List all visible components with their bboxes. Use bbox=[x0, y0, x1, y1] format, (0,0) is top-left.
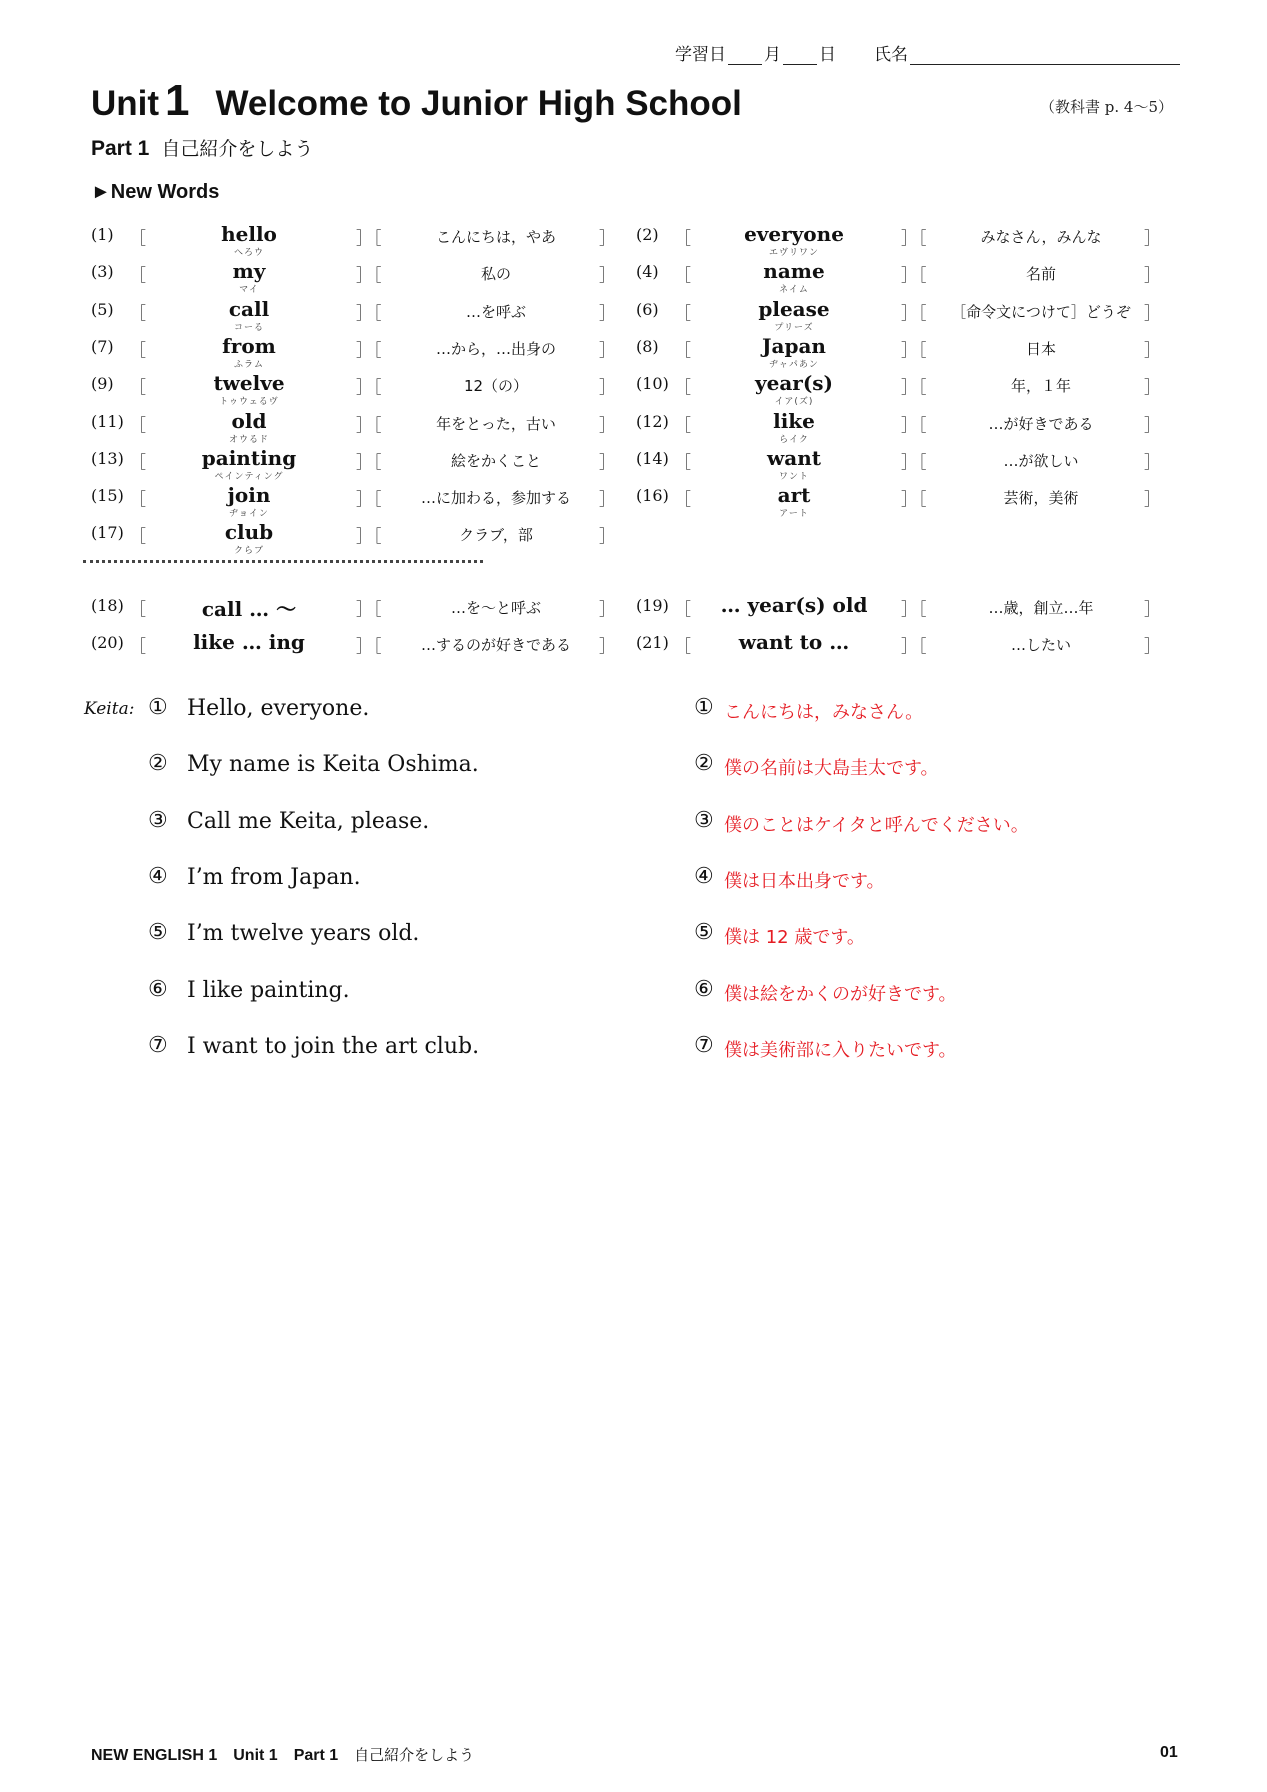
close-bracket: ］ bbox=[1144, 340, 1161, 361]
word-number: (5) bbox=[91, 299, 114, 319]
date-label: 学習日 bbox=[675, 45, 726, 65]
word-english: from bbox=[222, 333, 276, 358]
english-sentence: I’m twelve years old. bbox=[187, 921, 420, 947]
dialogue-line bbox=[0, 920, 1267, 956]
word-reading: プリーズ bbox=[774, 322, 814, 333]
word-japanese: ［命令文につけて］どうぞ bbox=[951, 302, 1131, 321]
word-reading: ペインティング bbox=[214, 471, 284, 482]
word-number: (11) bbox=[91, 411, 124, 431]
japanese-translation: 僕は日本出身です。 bbox=[724, 870, 885, 892]
english-line-number: ④ bbox=[148, 863, 168, 889]
footer-title: 自己紹介をしよう bbox=[354, 1746, 475, 1764]
japanese-line-number: ④ bbox=[694, 863, 714, 889]
word-row bbox=[636, 483, 1166, 519]
word-japanese: …に加わる，参加する bbox=[420, 489, 571, 508]
month-label: 月 bbox=[764, 45, 781, 65]
phrase-english: … year(s) old bbox=[720, 593, 868, 617]
word-japanese: こんにちは，やあ bbox=[435, 228, 556, 246]
day-blank[interactable] bbox=[783, 46, 817, 65]
mid-bracket: ］［ bbox=[356, 303, 382, 324]
word-reading: ヂョイン bbox=[229, 509, 269, 520]
open-bracket: ［ bbox=[674, 378, 691, 399]
mid-bracket: ］［ bbox=[901, 266, 927, 287]
dialogue-line bbox=[0, 977, 1267, 1013]
dialogue-line bbox=[0, 751, 1267, 787]
english-sentence: I like painting. bbox=[187, 977, 350, 1003]
word-number: (2) bbox=[636, 225, 659, 244]
word-reading: オウるド bbox=[228, 434, 269, 445]
word-english: like bbox=[773, 408, 815, 433]
name-blank[interactable] bbox=[910, 46, 1180, 65]
open-bracket: ［ bbox=[129, 637, 146, 657]
mid-bracket: ］［ bbox=[356, 637, 382, 657]
japanese-line-number: ② bbox=[694, 751, 714, 777]
open-bracket: ［ bbox=[129, 452, 146, 473]
word-row bbox=[91, 446, 621, 482]
word-reading: クらブ bbox=[233, 546, 264, 557]
word-number: (6) bbox=[636, 299, 659, 319]
japanese-translation: こんにちは，みなさん。 bbox=[724, 702, 924, 723]
word-row bbox=[636, 409, 1166, 445]
word-reading: ヂャパあン bbox=[769, 359, 819, 370]
word-english: twelve bbox=[213, 371, 285, 396]
word-japanese: …が欲しい bbox=[1003, 451, 1079, 470]
word-reading: トゥウェるヴ bbox=[219, 397, 279, 408]
dotted-divider bbox=[83, 560, 483, 563]
open-bracket: ［ bbox=[129, 340, 146, 361]
mid-bracket: ］［ bbox=[356, 527, 382, 548]
word-english: club bbox=[224, 520, 274, 545]
close-bracket: ］ bbox=[599, 490, 616, 511]
part-heading bbox=[91, 134, 313, 161]
footer-unit: Unit 1 bbox=[233, 1747, 278, 1764]
word-row bbox=[91, 371, 621, 407]
word-number: (15) bbox=[91, 486, 124, 506]
word-japanese: …を呼ぶ bbox=[465, 302, 526, 321]
mid-bracket: ］［ bbox=[901, 378, 927, 399]
word-japanese: クラブ，部 bbox=[459, 526, 533, 545]
open-bracket: ［ bbox=[674, 637, 691, 657]
day-label: 日 bbox=[819, 45, 836, 65]
word-row bbox=[91, 334, 621, 370]
speaker-label: Keita: bbox=[84, 699, 135, 719]
japanese-line-number: ⑦ bbox=[694, 1032, 714, 1058]
phrase-english: want to … bbox=[738, 630, 850, 654]
word-english: name bbox=[763, 259, 825, 284]
mid-bracket: ］［ bbox=[901, 452, 927, 473]
name-label: 氏名 bbox=[874, 45, 908, 65]
open-bracket: ［ bbox=[674, 600, 691, 620]
word-number: (1) bbox=[91, 225, 114, 244]
phrase-number: (20) bbox=[91, 633, 124, 652]
word-reading: ふラム bbox=[234, 359, 264, 370]
japanese-translation: 僕は 12 歳です。 bbox=[724, 927, 865, 949]
word-japanese: …から，…出身の bbox=[435, 339, 556, 358]
word-row bbox=[636, 259, 1166, 295]
textbook-reference: （教科書 p. 4〜5） bbox=[1040, 98, 1173, 116]
word-number: (4) bbox=[636, 262, 659, 282]
dialogue-line bbox=[0, 695, 1267, 731]
word-number: (13) bbox=[91, 448, 124, 468]
unit-number: 1 bbox=[165, 76, 190, 125]
word-number: (10) bbox=[636, 374, 669, 394]
open-bracket: ［ bbox=[129, 303, 146, 324]
close-bracket: ］ bbox=[599, 266, 616, 287]
mid-bracket: ］［ bbox=[901, 303, 927, 324]
close-bracket: ］ bbox=[599, 527, 616, 548]
phrase-japanese: …を～と呼ぶ bbox=[450, 599, 541, 617]
word-japanese: 芸術，美術 bbox=[1003, 489, 1079, 508]
word-row bbox=[636, 222, 1166, 258]
japanese-translation: 僕は美術部に入りたいです。 bbox=[724, 1039, 957, 1061]
dialogue-line bbox=[0, 1033, 1267, 1069]
unit-title bbox=[91, 76, 742, 126]
word-number: (14) bbox=[636, 448, 669, 468]
word-row bbox=[636, 297, 1166, 333]
word-number: (17) bbox=[91, 523, 124, 543]
english-sentence: Hello, everyone. bbox=[187, 696, 370, 721]
close-bracket: ］ bbox=[1144, 303, 1161, 324]
phrase-row bbox=[636, 630, 1166, 666]
open-bracket: ［ bbox=[129, 266, 146, 287]
close-bracket: ］ bbox=[1144, 600, 1161, 620]
close-bracket: ］ bbox=[599, 415, 616, 436]
mid-bracket: ］［ bbox=[356, 490, 382, 511]
close-bracket: ］ bbox=[599, 340, 616, 361]
close-bracket: ］ bbox=[1144, 452, 1161, 473]
phrase-row bbox=[91, 593, 621, 629]
phrase-number: (18) bbox=[91, 596, 124, 615]
english-line-number: ⑤ bbox=[148, 920, 168, 946]
english-sentence: I want to join the art club. bbox=[187, 1033, 480, 1059]
english-line-number: ⑦ bbox=[148, 1032, 168, 1058]
dialogue-line bbox=[0, 808, 1267, 844]
word-number: (8) bbox=[636, 336, 659, 356]
mid-bracket: ］［ bbox=[901, 490, 927, 511]
english-line-number: ③ bbox=[148, 807, 168, 833]
word-reading: コーる bbox=[233, 322, 264, 333]
word-number: (16) bbox=[636, 486, 669, 506]
word-row bbox=[91, 409, 621, 445]
word-reading: へろウ bbox=[233, 248, 264, 258]
close-bracket: ］ bbox=[1144, 637, 1161, 657]
mid-bracket: ］［ bbox=[356, 340, 382, 361]
close-bracket: ］ bbox=[1144, 490, 1161, 511]
word-reading: イア(ズ) bbox=[774, 397, 814, 408]
mid-bracket: ］［ bbox=[356, 266, 382, 287]
japanese-translation: 僕の名前は大島圭太です。 bbox=[724, 758, 939, 780]
word-english: Japan bbox=[762, 333, 826, 358]
word-number: (9) bbox=[91, 374, 114, 394]
mid-bracket: ］［ bbox=[356, 600, 382, 620]
word-english: old bbox=[231, 408, 267, 433]
word-reading: ワント bbox=[778, 471, 809, 482]
word-english: painting bbox=[201, 445, 297, 470]
phrase-japanese: …したい bbox=[1010, 636, 1071, 654]
japanese-line-number: ① bbox=[694, 695, 714, 720]
open-bracket: ［ bbox=[674, 340, 691, 361]
mid-bracket: ］［ bbox=[901, 600, 927, 620]
word-english: join bbox=[227, 483, 271, 508]
phrase-english: like … ing bbox=[193, 630, 305, 654]
word-japanese: 名前 bbox=[1025, 265, 1056, 284]
close-bracket: ］ bbox=[1144, 266, 1161, 287]
open-bracket: ［ bbox=[674, 266, 691, 287]
english-line-number: ② bbox=[148, 751, 168, 777]
open-bracket: ［ bbox=[129, 600, 146, 620]
word-reading: エヴリワン bbox=[768, 248, 819, 258]
unit-prefix: Unit bbox=[91, 84, 160, 123]
mid-bracket: ］［ bbox=[901, 637, 927, 657]
english-sentence: Call me Keita, please. bbox=[187, 808, 430, 834]
mid-bracket: ］［ bbox=[901, 340, 927, 361]
word-english: year(s) bbox=[754, 371, 834, 396]
word-number: (3) bbox=[91, 262, 114, 282]
word-number: (7) bbox=[91, 336, 114, 356]
japanese-translation: 僕は絵をかくのが好きです。 bbox=[724, 983, 957, 1005]
word-japanese: 年，１年 bbox=[1010, 377, 1071, 396]
word-row bbox=[636, 371, 1166, 407]
open-bracket: ［ bbox=[129, 229, 146, 249]
japanese-line-number: ⑤ bbox=[694, 920, 714, 946]
part-label: Part 1 bbox=[91, 137, 150, 160]
close-bracket: ］ bbox=[1144, 415, 1161, 436]
word-row bbox=[91, 297, 621, 333]
date-name-line bbox=[675, 40, 1182, 65]
close-bracket: ］ bbox=[599, 229, 616, 249]
word-row bbox=[91, 222, 621, 258]
close-bracket: ］ bbox=[599, 452, 616, 473]
japanese-line-number: ③ bbox=[694, 807, 714, 833]
mid-bracket: ］［ bbox=[901, 229, 927, 249]
mid-bracket: ］［ bbox=[356, 415, 382, 436]
close-bracket: ］ bbox=[599, 637, 616, 657]
open-bracket: ［ bbox=[674, 415, 691, 436]
word-row bbox=[91, 483, 621, 519]
open-bracket: ［ bbox=[129, 490, 146, 511]
word-japanese: 絵をかくこと bbox=[450, 451, 541, 470]
japanese-translation: 僕のことはケイタと呼んでください。 bbox=[724, 814, 1029, 836]
close-bracket: ］ bbox=[1144, 378, 1161, 399]
dialogue-line bbox=[0, 864, 1267, 900]
japanese-line-number: ⑥ bbox=[694, 976, 714, 1002]
close-bracket: ］ bbox=[599, 303, 616, 324]
word-english: hello bbox=[221, 222, 277, 246]
open-bracket: ［ bbox=[129, 415, 146, 436]
word-english: want bbox=[767, 445, 821, 470]
word-japanese: 年をとった，古い bbox=[436, 414, 556, 433]
word-japanese: 私の bbox=[480, 265, 511, 284]
phrase-english: call … ～ bbox=[201, 597, 297, 621]
word-reading: マイ bbox=[239, 285, 259, 296]
footer-book: NEW ENGLISH 1 bbox=[91, 1747, 218, 1764]
phrase-japanese: …するのが好きである bbox=[420, 636, 571, 654]
open-bracket: ［ bbox=[674, 229, 691, 249]
open-bracket: ［ bbox=[674, 303, 691, 324]
word-reading: ネイム bbox=[779, 285, 809, 296]
word-row bbox=[636, 446, 1166, 482]
word-english: art bbox=[777, 483, 811, 508]
open-bracket: ［ bbox=[674, 452, 691, 473]
word-japanese: 日本 bbox=[1025, 339, 1056, 358]
english-sentence: I’m from Japan. bbox=[187, 864, 361, 890]
word-row bbox=[91, 259, 621, 295]
word-reading: アート bbox=[779, 509, 809, 520]
word-english: everyone bbox=[744, 222, 844, 246]
mid-bracket: ］［ bbox=[356, 229, 382, 249]
part-title: 自己紹介をしよう bbox=[161, 138, 314, 160]
phrase-number: (21) bbox=[636, 633, 669, 652]
open-bracket: ［ bbox=[129, 527, 146, 548]
new-words-heading: ►New Words bbox=[91, 181, 220, 203]
word-english: my bbox=[232, 259, 266, 284]
close-bracket: ］ bbox=[599, 378, 616, 399]
page-number: 01 bbox=[1160, 1744, 1178, 1761]
word-japanese: 12（の） bbox=[463, 377, 529, 396]
word-english: please bbox=[758, 296, 830, 321]
phrase-row bbox=[636, 593, 1166, 629]
close-bracket: ］ bbox=[1144, 229, 1161, 249]
mid-bracket: ］［ bbox=[356, 378, 382, 399]
word-japanese: …が好きである bbox=[988, 414, 1094, 433]
footer bbox=[91, 1744, 474, 1765]
month-blank[interactable] bbox=[728, 46, 762, 65]
word-english: call bbox=[228, 296, 270, 321]
mid-bracket: ］［ bbox=[901, 415, 927, 436]
english-line-number: ⑥ bbox=[148, 976, 168, 1002]
footer-part: Part 1 bbox=[293, 1747, 339, 1764]
open-bracket: ［ bbox=[129, 378, 146, 399]
open-bracket: ［ bbox=[674, 490, 691, 511]
english-line-number: ① bbox=[148, 695, 168, 720]
word-row bbox=[91, 520, 621, 556]
word-reading: らイク bbox=[779, 434, 809, 445]
phrase-row bbox=[91, 630, 621, 666]
phrase-japanese: …歳，創立…年 bbox=[988, 599, 1094, 617]
word-japanese: みなさん，みんな bbox=[980, 228, 1102, 246]
mid-bracket: ］［ bbox=[356, 452, 382, 473]
unit-name: Welcome to Junior High School bbox=[215, 84, 742, 123]
english-sentence: My name is Keita Oshima. bbox=[187, 752, 479, 778]
word-number: (12) bbox=[636, 411, 669, 431]
close-bracket: ］ bbox=[599, 600, 616, 620]
word-row bbox=[636, 334, 1166, 370]
phrase-number: (19) bbox=[636, 596, 669, 615]
